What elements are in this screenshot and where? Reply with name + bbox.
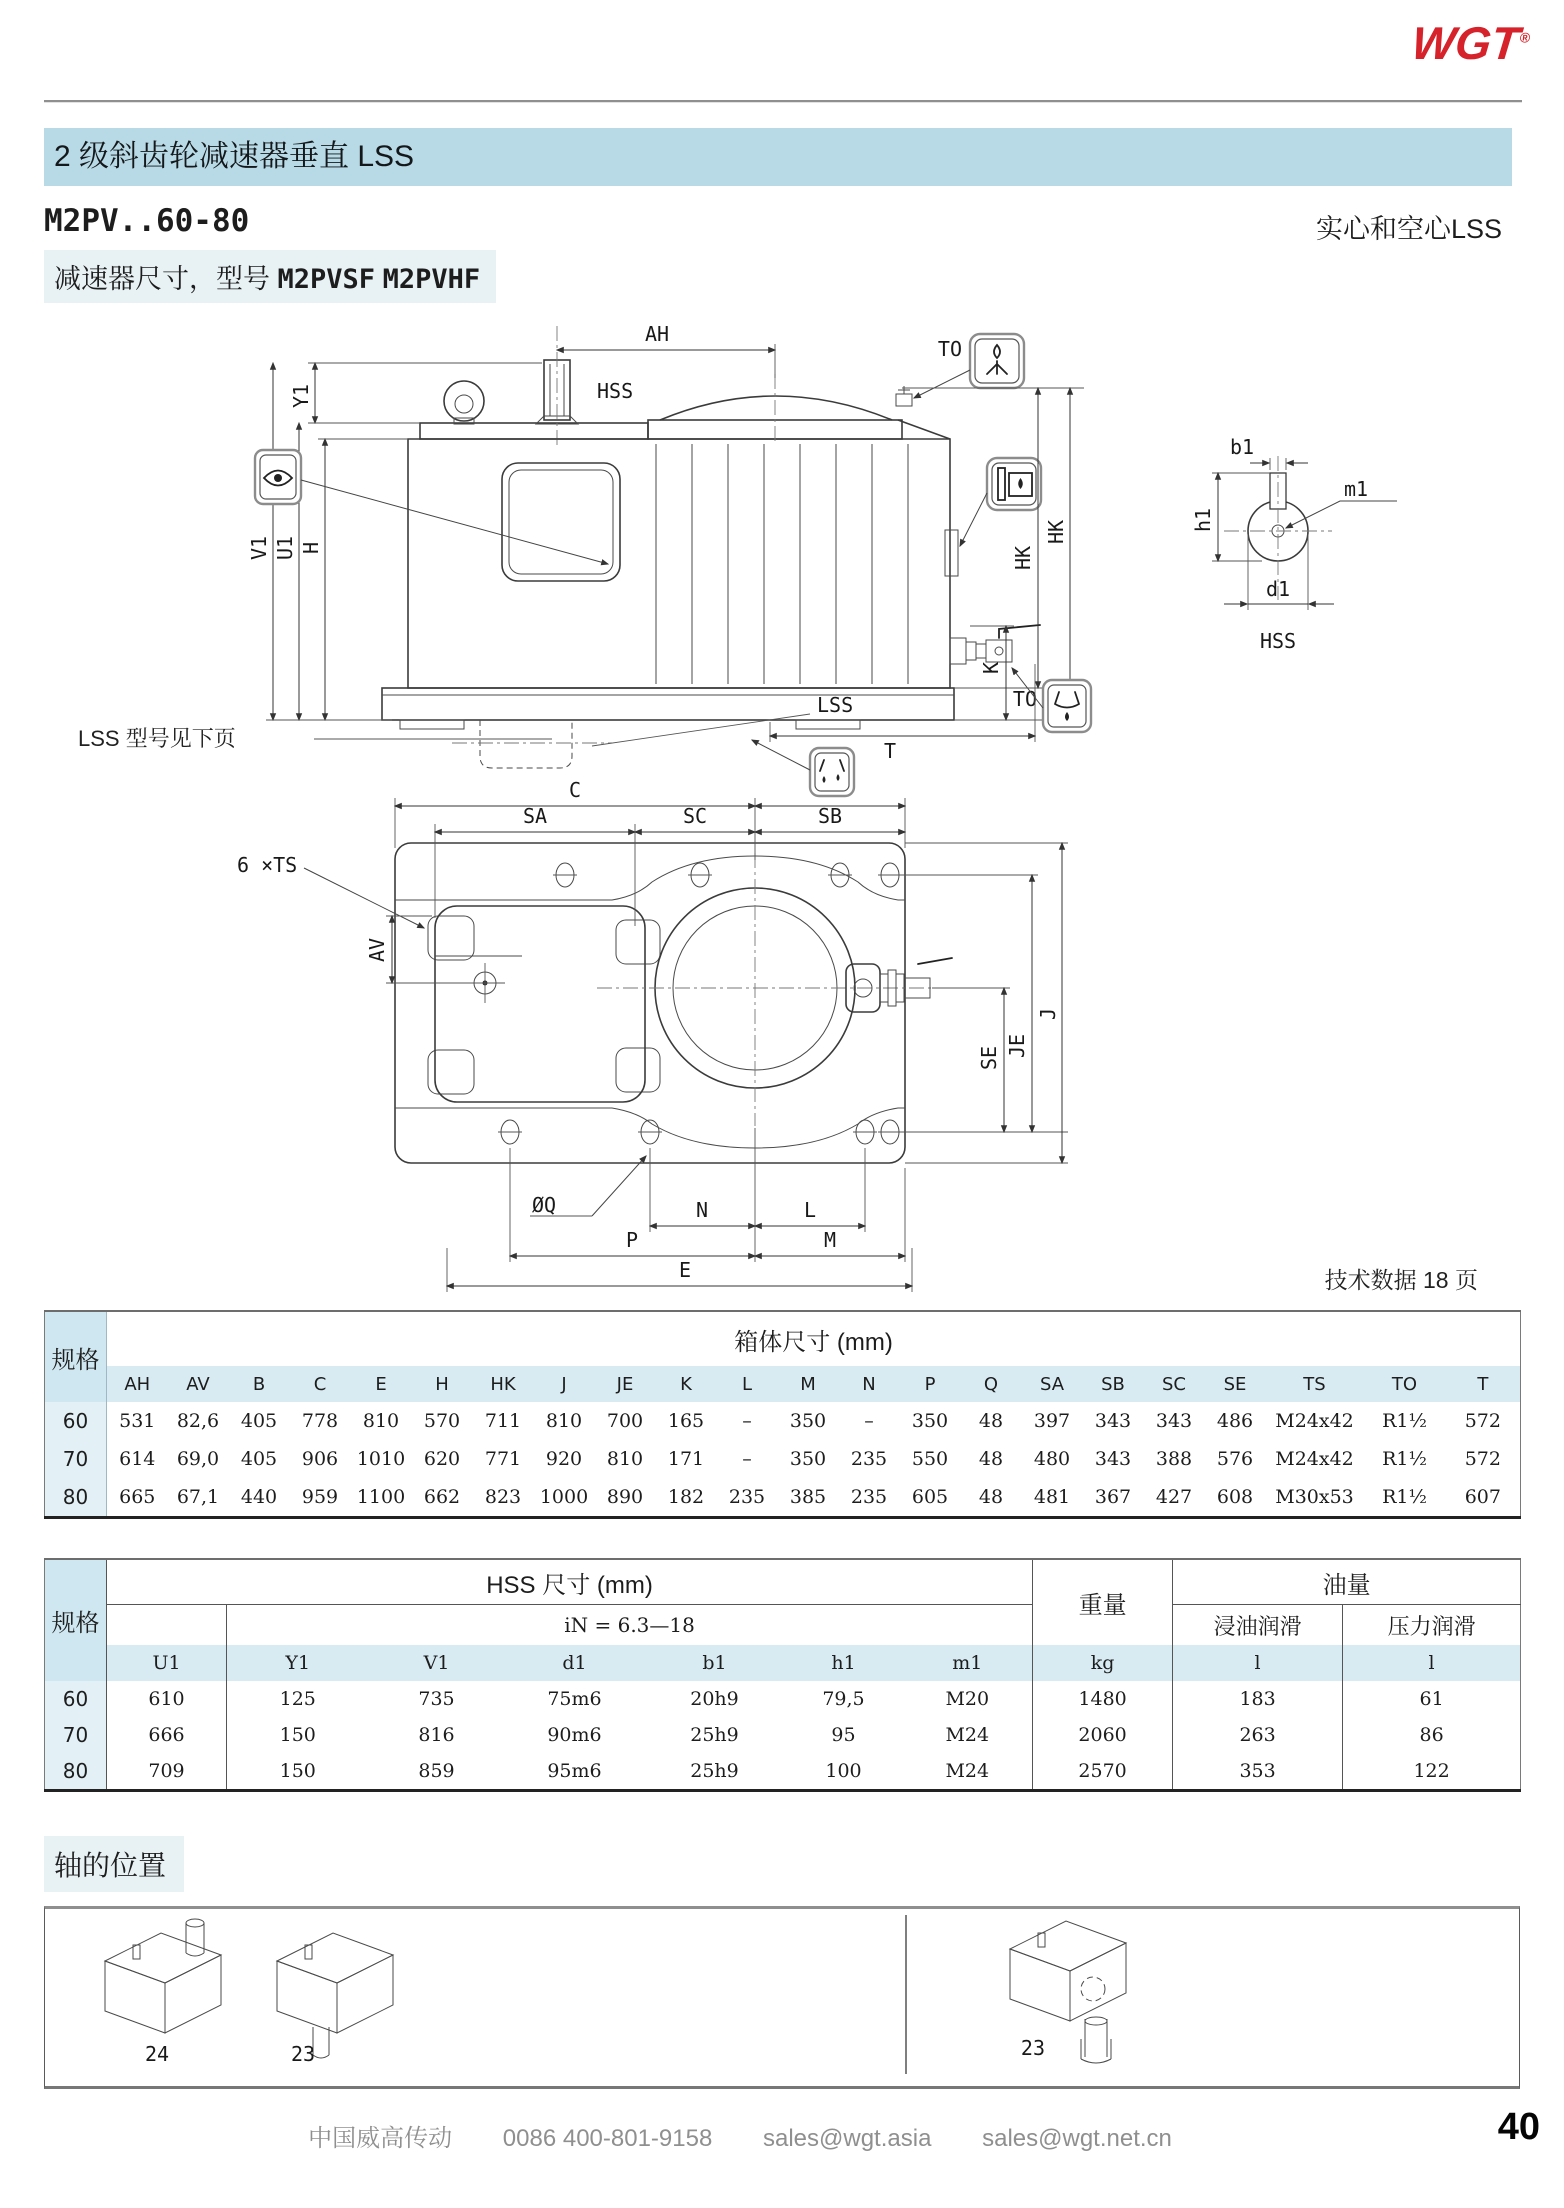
value-cell: 610 bbox=[107, 1681, 227, 1717]
value-cell: 816 bbox=[369, 1717, 505, 1753]
value-cell: 122 bbox=[1343, 1753, 1521, 1791]
spec-cell: 60 bbox=[45, 1402, 107, 1440]
value-cell: 79,5 bbox=[785, 1681, 903, 1717]
value-cell: 235 bbox=[717, 1478, 778, 1518]
value-cell: 171 bbox=[656, 1440, 717, 1478]
dim-label-M: M bbox=[823, 1228, 837, 1252]
dim-label-h1: h1 bbox=[1191, 507, 1215, 533]
value-cell: 427 bbox=[1144, 1478, 1205, 1518]
dim-label-d1: d1 bbox=[1265, 577, 1291, 601]
model-range: M2PV..60-80 bbox=[44, 203, 250, 239]
dim-label-H: H bbox=[299, 541, 323, 555]
value-cell: 481 bbox=[1022, 1478, 1083, 1518]
value-cell: 90m6 bbox=[505, 1717, 645, 1753]
dim-label-HSS: HSS bbox=[597, 379, 634, 403]
spec-cell: 60 bbox=[45, 1681, 107, 1717]
value-cell: 397 bbox=[1022, 1402, 1083, 1440]
shaft-position-panel bbox=[44, 1906, 1520, 2089]
lss-shaft-outline bbox=[480, 720, 572, 768]
hss-dimensions-table bbox=[44, 1558, 1521, 1792]
figure-label-24: 24 bbox=[144, 2042, 170, 2066]
value-cell: 235 bbox=[839, 1478, 900, 1518]
column-header: b1 bbox=[645, 1645, 785, 1681]
model-a: M2PVSF bbox=[277, 264, 376, 295]
value-cell: 440 bbox=[229, 1478, 290, 1518]
value-cell: 350 bbox=[900, 1402, 961, 1440]
column-header: d1 bbox=[505, 1645, 645, 1681]
column-header: H bbox=[412, 1366, 473, 1402]
column-header: V1 bbox=[369, 1645, 505, 1681]
value-cell: 405 bbox=[229, 1440, 290, 1478]
spec-cell: 70 bbox=[45, 1440, 107, 1478]
dim-label-6xTS: 6 ×TS bbox=[237, 853, 298, 877]
model-row bbox=[44, 203, 1502, 243]
column-header: SC bbox=[1144, 1366, 1205, 1402]
value-cell: 95m6 bbox=[505, 1753, 645, 1791]
value-cell: M20 bbox=[903, 1681, 1033, 1717]
column-header: P bbox=[900, 1366, 961, 1402]
value-cell: 576 bbox=[1205, 1440, 1266, 1478]
oil-quantity-header: 油量 bbox=[1173, 1559, 1521, 1605]
value-cell: 906 bbox=[290, 1440, 351, 1478]
dim-label-V1: V1 bbox=[247, 535, 271, 561]
value-cell: 700 bbox=[595, 1402, 656, 1440]
hss-dimensions-body bbox=[45, 1681, 1521, 1791]
column-header: M bbox=[778, 1366, 839, 1402]
value-cell: 920 bbox=[534, 1440, 595, 1478]
value-cell: 183 bbox=[1173, 1681, 1343, 1717]
shaft-position-figure-23a bbox=[277, 1933, 393, 2066]
top-view-drawing bbox=[237, 740, 1068, 1292]
footer-email-asia: sales@wgt.asia bbox=[762, 2125, 932, 2152]
oil-drain-icon-2 bbox=[810, 748, 854, 796]
value-cell: 1000 bbox=[534, 1478, 595, 1518]
dim-label-P: P bbox=[625, 1228, 639, 1252]
dim-label-SB: SB bbox=[817, 804, 843, 828]
ratio-note: iN = 6.3—18 bbox=[227, 1605, 1033, 1646]
value-cell: 1480 bbox=[1033, 1681, 1173, 1717]
dim-label-SC: SC bbox=[682, 804, 708, 828]
value-cell: M24x42 bbox=[1266, 1402, 1364, 1440]
dimension-note-label: 减速器尺寸，型号 bbox=[54, 264, 270, 294]
side-connector bbox=[846, 958, 952, 1012]
dim-label-L: L bbox=[803, 1198, 817, 1222]
value-cell: 709 bbox=[107, 1753, 227, 1791]
oil-bath-header: 浸油润滑 bbox=[1173, 1605, 1343, 1646]
value-cell: 75m6 bbox=[505, 1681, 645, 1717]
value-cell: 350 bbox=[778, 1440, 839, 1478]
shaft-position-figure-24 bbox=[105, 1919, 221, 2066]
column-header: L bbox=[717, 1366, 778, 1402]
value-cell: 350 bbox=[778, 1402, 839, 1440]
value-cell: 735 bbox=[369, 1681, 505, 1717]
lss-note: LSS 型号见下页 bbox=[78, 726, 236, 751]
value-cell: 1100 bbox=[351, 1478, 412, 1518]
column-header: l bbox=[1173, 1645, 1343, 1681]
value-cell: 48 bbox=[961, 1440, 1022, 1478]
spec-cell: 70 bbox=[45, 1717, 107, 1753]
value-cell: 665 bbox=[107, 1478, 168, 1518]
oil-level-icon bbox=[987, 458, 1041, 510]
dim-label-U1: U1 bbox=[273, 535, 297, 561]
value-cell: 343 bbox=[1083, 1402, 1144, 1440]
column-header: E bbox=[351, 1366, 412, 1402]
dim-label-TO-top: TO bbox=[937, 337, 962, 361]
value-cell: 86 bbox=[1343, 1717, 1521, 1753]
value-cell: 48 bbox=[961, 1478, 1022, 1518]
value-cell: 48 bbox=[961, 1402, 1022, 1440]
column-header: h1 bbox=[785, 1645, 903, 1681]
value-cell: 165 bbox=[656, 1402, 717, 1440]
oil-drain-icon bbox=[1043, 680, 1091, 732]
hss-dimensions-header: HSS 尺寸 (mm) bbox=[107, 1559, 1033, 1605]
brand-logo bbox=[1410, 16, 1533, 70]
inspection-eye-icon bbox=[255, 450, 301, 504]
value-cell: 100 bbox=[785, 1753, 903, 1791]
footer-phone: 0086 400-801-9158 bbox=[502, 2125, 713, 2152]
column-header: Y1 bbox=[227, 1645, 369, 1681]
value-cell: 235 bbox=[839, 1440, 900, 1478]
value-cell: – bbox=[717, 1440, 778, 1478]
value-cell: M30x53 bbox=[1266, 1478, 1364, 1518]
shaft-position-figure-23b bbox=[1010, 1921, 1126, 2063]
dim-label-J: J bbox=[1036, 1007, 1060, 1021]
value-cell: 343 bbox=[1083, 1440, 1144, 1478]
dim-label-AH: AH bbox=[644, 322, 670, 346]
table-row bbox=[45, 1478, 1521, 1518]
dim-label-AV: AV bbox=[365, 937, 389, 963]
column-header: kg bbox=[1033, 1645, 1173, 1681]
value-cell: 572 bbox=[1446, 1402, 1521, 1440]
value-cell: 125 bbox=[227, 1681, 369, 1717]
value-cell: – bbox=[839, 1402, 900, 1440]
column-header-row bbox=[45, 1366, 1521, 1402]
dim-label-C: C bbox=[568, 778, 582, 802]
footer-company: 中国威高传动 bbox=[308, 2125, 453, 2152]
value-cell: 608 bbox=[1205, 1478, 1266, 1518]
dim-label-SE: SE bbox=[977, 1045, 1001, 1071]
value-cell: 2570 bbox=[1033, 1753, 1173, 1791]
value-cell: 67,1 bbox=[168, 1478, 229, 1518]
footer-email-cn: sales@wgt.net.cn bbox=[982, 2125, 1172, 2152]
section-title: 2 级斜齿轮减速器垂直 LSS bbox=[54, 140, 415, 173]
shaft-position-title: 轴的位置 bbox=[44, 1836, 184, 1892]
footer bbox=[0, 2118, 1480, 2153]
value-cell: 385 bbox=[778, 1478, 839, 1518]
value-cell: 662 bbox=[412, 1478, 473, 1518]
registered-mark: ® bbox=[1519, 29, 1532, 46]
value-cell: M24x42 bbox=[1266, 1440, 1364, 1478]
column-header: B bbox=[229, 1366, 290, 1402]
dim-label-HSS-section: HSS bbox=[1259, 629, 1297, 653]
value-cell: 620 bbox=[412, 1440, 473, 1478]
housing-dimensions-table bbox=[44, 1310, 1521, 1519]
figure-label-23b: 23 bbox=[1020, 2036, 1045, 2060]
value-cell: 343 bbox=[1144, 1402, 1205, 1440]
dim-label-LSS: LSS bbox=[817, 693, 854, 717]
value-cell: 263 bbox=[1173, 1717, 1343, 1753]
table-row bbox=[45, 1681, 1521, 1717]
value-cell: 182 bbox=[656, 1478, 717, 1518]
column-header: K bbox=[656, 1366, 717, 1402]
value-cell: 810 bbox=[595, 1440, 656, 1478]
value-cell: R1½ bbox=[1364, 1402, 1446, 1440]
value-cell: 480 bbox=[1022, 1440, 1083, 1478]
value-cell: 711 bbox=[473, 1402, 534, 1440]
value-cell: 666 bbox=[107, 1717, 227, 1753]
column-header: J bbox=[534, 1366, 595, 1402]
value-cell: 2060 bbox=[1033, 1717, 1173, 1753]
housing-dimensions-body bbox=[45, 1402, 1521, 1518]
dim-label-HK-2: HK bbox=[1044, 519, 1068, 545]
value-cell: 388 bbox=[1144, 1440, 1205, 1478]
column-header: m1 bbox=[903, 1645, 1033, 1681]
column-header: SA bbox=[1022, 1366, 1083, 1402]
shaft-section-drawing bbox=[1191, 435, 1397, 653]
value-cell: 486 bbox=[1205, 1402, 1266, 1440]
value-cell: 859 bbox=[369, 1753, 505, 1791]
dim-label-JE: JE bbox=[1005, 1033, 1029, 1059]
model-b: M2PVHF bbox=[382, 264, 481, 295]
table-row bbox=[45, 1753, 1521, 1791]
housing-dimensions-header: 箱体尺寸 (mm) bbox=[107, 1311, 1521, 1366]
breather-icon bbox=[970, 334, 1024, 388]
dim-label-m1: m1 bbox=[1344, 477, 1369, 501]
table-row bbox=[45, 1440, 1521, 1478]
dimension-note bbox=[44, 250, 496, 303]
value-cell: M24 bbox=[903, 1753, 1033, 1791]
column-header: U1 bbox=[107, 1645, 227, 1681]
section-title-bar bbox=[44, 128, 1512, 186]
value-cell: 607 bbox=[1446, 1478, 1521, 1518]
shaft-type-note: 实心和空心LSS bbox=[1315, 214, 1502, 244]
header-divider bbox=[44, 100, 1522, 103]
dim-label-E: E bbox=[678, 1258, 692, 1282]
column-header: l bbox=[1343, 1645, 1521, 1681]
page-number: 40 bbox=[1497, 2106, 1540, 2148]
value-cell: 25h9 bbox=[645, 1717, 785, 1753]
dim-label-TO-bottom: TO bbox=[1012, 687, 1037, 711]
value-cell: 69,0 bbox=[168, 1440, 229, 1478]
spec-column-header: 规格 bbox=[45, 1311, 107, 1402]
column-header: TS bbox=[1266, 1366, 1364, 1402]
column-header: TO bbox=[1364, 1366, 1446, 1402]
spec-cell: 80 bbox=[45, 1478, 107, 1518]
dim-label-Y1: Y1 bbox=[289, 383, 313, 409]
value-cell: 367 bbox=[1083, 1478, 1144, 1518]
value-cell: 531 bbox=[107, 1402, 168, 1440]
value-cell: 61 bbox=[1343, 1681, 1521, 1717]
spec-cell: 80 bbox=[45, 1753, 107, 1791]
column-header: C bbox=[290, 1366, 351, 1402]
dim-label-SA: SA bbox=[522, 804, 548, 828]
value-cell: 550 bbox=[900, 1440, 961, 1478]
value-cell: 353 bbox=[1173, 1753, 1343, 1791]
value-cell: 778 bbox=[290, 1402, 351, 1440]
oil-sight-glass bbox=[945, 530, 958, 576]
column-header: N bbox=[839, 1366, 900, 1402]
value-cell: 570 bbox=[412, 1402, 473, 1440]
dim-label-N: N bbox=[695, 1198, 709, 1222]
column-header: SE bbox=[1205, 1366, 1266, 1402]
spec-column-header: 规格 bbox=[45, 1559, 107, 1681]
pressure-lube-header: 压力润滑 bbox=[1387, 1613, 1476, 1639]
shaft-position-figures bbox=[45, 1909, 1517, 2080]
column-header: Q bbox=[961, 1366, 1022, 1402]
value-cell: 810 bbox=[351, 1402, 412, 1440]
value-cell: 95 bbox=[785, 1717, 903, 1753]
tech-data-note: 技术数据 18 页 bbox=[1324, 1267, 1478, 1293]
value-cell: 405 bbox=[229, 1402, 290, 1440]
value-cell: 823 bbox=[473, 1478, 534, 1518]
column-header: HK bbox=[473, 1366, 534, 1402]
drain-valve bbox=[950, 625, 1040, 664]
weight-header: 重量 bbox=[1033, 1559, 1173, 1645]
column-header: SB bbox=[1083, 1366, 1144, 1402]
value-cell: 25h9 bbox=[645, 1753, 785, 1791]
table-row bbox=[45, 1717, 1521, 1753]
value-cell: 1010 bbox=[351, 1440, 412, 1478]
value-cell: 572 bbox=[1446, 1440, 1521, 1478]
column-header: T bbox=[1446, 1366, 1521, 1402]
column-header: AV bbox=[168, 1366, 229, 1402]
value-cell: 20h9 bbox=[645, 1681, 785, 1717]
value-cell: – bbox=[717, 1402, 778, 1440]
value-cell: 890 bbox=[595, 1478, 656, 1518]
value-cell: 150 bbox=[227, 1717, 369, 1753]
value-cell: 82,6 bbox=[168, 1402, 229, 1440]
unit-header-row bbox=[45, 1645, 1521, 1681]
value-cell: R1½ bbox=[1364, 1440, 1446, 1478]
value-cell: M24 bbox=[903, 1717, 1033, 1753]
u1-gap-cell bbox=[107, 1605, 227, 1646]
value-cell: 810 bbox=[534, 1402, 595, 1440]
value-cell: R1½ bbox=[1364, 1478, 1446, 1518]
dim-label-K: K bbox=[979, 661, 1003, 675]
dim-label-T: T bbox=[883, 739, 897, 763]
value-cell: 959 bbox=[290, 1478, 351, 1518]
value-cell: 605 bbox=[900, 1478, 961, 1518]
brand-logo-text: WGT bbox=[1409, 17, 1523, 69]
value-cell: 614 bbox=[107, 1440, 168, 1478]
side-view-drawing bbox=[78, 322, 1091, 768]
table-row bbox=[45, 1402, 1521, 1440]
figure-label-23a: 23 bbox=[290, 2042, 316, 2066]
value-cell: 150 bbox=[227, 1753, 369, 1791]
dim-label-HK-1: HK bbox=[1011, 545, 1035, 571]
column-header: AH bbox=[107, 1366, 168, 1402]
value-cell: 771 bbox=[473, 1440, 534, 1478]
breather-fitting bbox=[896, 386, 912, 406]
dim-label-OQ: ØQ bbox=[532, 1193, 557, 1217]
technical-drawings bbox=[52, 308, 1512, 1296]
dim-label-b1: b1 bbox=[1229, 435, 1255, 459]
column-header: JE bbox=[595, 1366, 656, 1402]
